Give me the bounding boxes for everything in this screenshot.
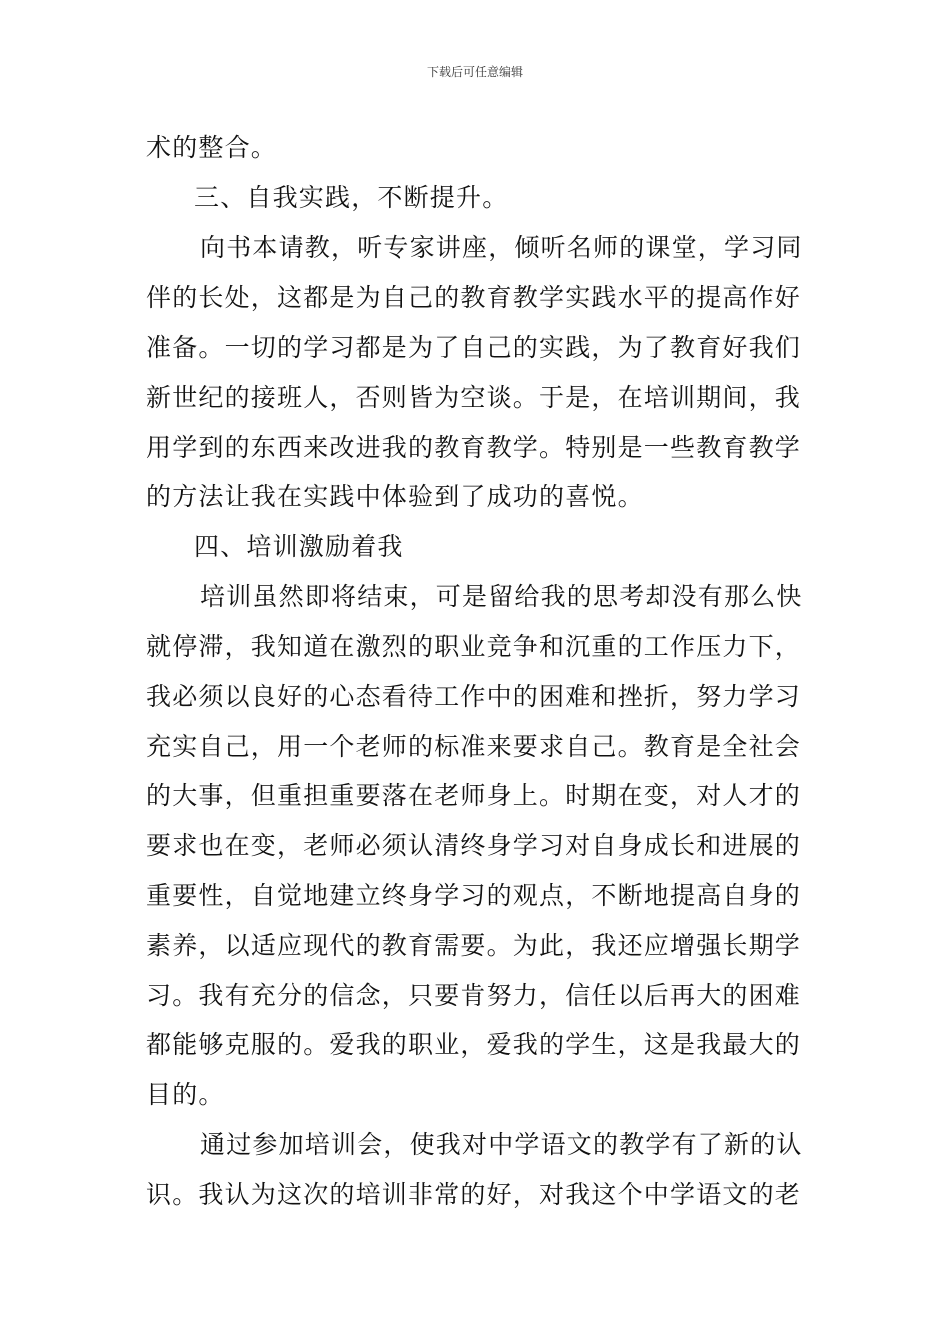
text-line: 我必须以良好的心态看待工作中的困难和挫折，努力学习 xyxy=(146,682,802,711)
section-heading: 三、自我实践，不断提升。 xyxy=(194,183,509,212)
text-line: 术的整合。 xyxy=(146,133,278,162)
text-line: 用学到的东西来改进我的教育教学。特别是一些教育教学 xyxy=(146,433,802,462)
text-line: 准备。一切的学习都是为了自己的实践，为了教育好我们 xyxy=(146,333,802,362)
text-line: 的方法让我在实践中体验到了成功的喜悦。 xyxy=(146,482,644,511)
text-line: 习。我有充分的信念，只要肯努力，信任以后再大的困难 xyxy=(146,981,802,1010)
page-header: 下载后可任意编辑 xyxy=(426,65,523,79)
text-line: 素养，以适应现代的教育需要。为此，我还应增强长期学 xyxy=(146,931,802,960)
text-line: 都能够克服的。爱我的职业，爱我的学生，这是我最大的 xyxy=(146,1030,802,1059)
text-line: 识。我认为这次的培训非常的好，对我这个中学语文的老 xyxy=(146,1180,802,1209)
section-heading: 四、培训激励着我 xyxy=(194,532,404,561)
text-line: 培训虽然即将结束，可是留给我的思考却没有那么快 xyxy=(200,582,803,611)
text-line: 要求也在变，老师必须认清终身学习对自身成长和进展的 xyxy=(146,831,802,860)
text-line: 通过参加培训会，使我对中学语文的教学有了新的认 xyxy=(200,1130,803,1159)
text-line: 的大事，但重担重要落在老师身上。时期在变，对人才的 xyxy=(146,781,802,810)
text-line: 就停滞，我知道在激烈的职业竞争和沉重的工作压力下， xyxy=(146,632,802,661)
text-line: 新世纪的接班人，否则皆为空谈。于是，在培训期间，我 xyxy=(146,383,802,412)
text-line: 向书本请教，听专家讲座，倾听名师的课堂，学习同 xyxy=(200,233,803,262)
text-line: 伴的长处，这都是为自己的教育教学实践水平的提高作好 xyxy=(146,283,802,312)
text-line: 重要性，自觉地建立终身学习的观点，不断地提高自身的 xyxy=(146,881,802,910)
text-line: 充实自己，用一个老师的标准来要求自己。教育是全社会 xyxy=(146,732,802,761)
text-line: 目的。 xyxy=(146,1080,225,1109)
